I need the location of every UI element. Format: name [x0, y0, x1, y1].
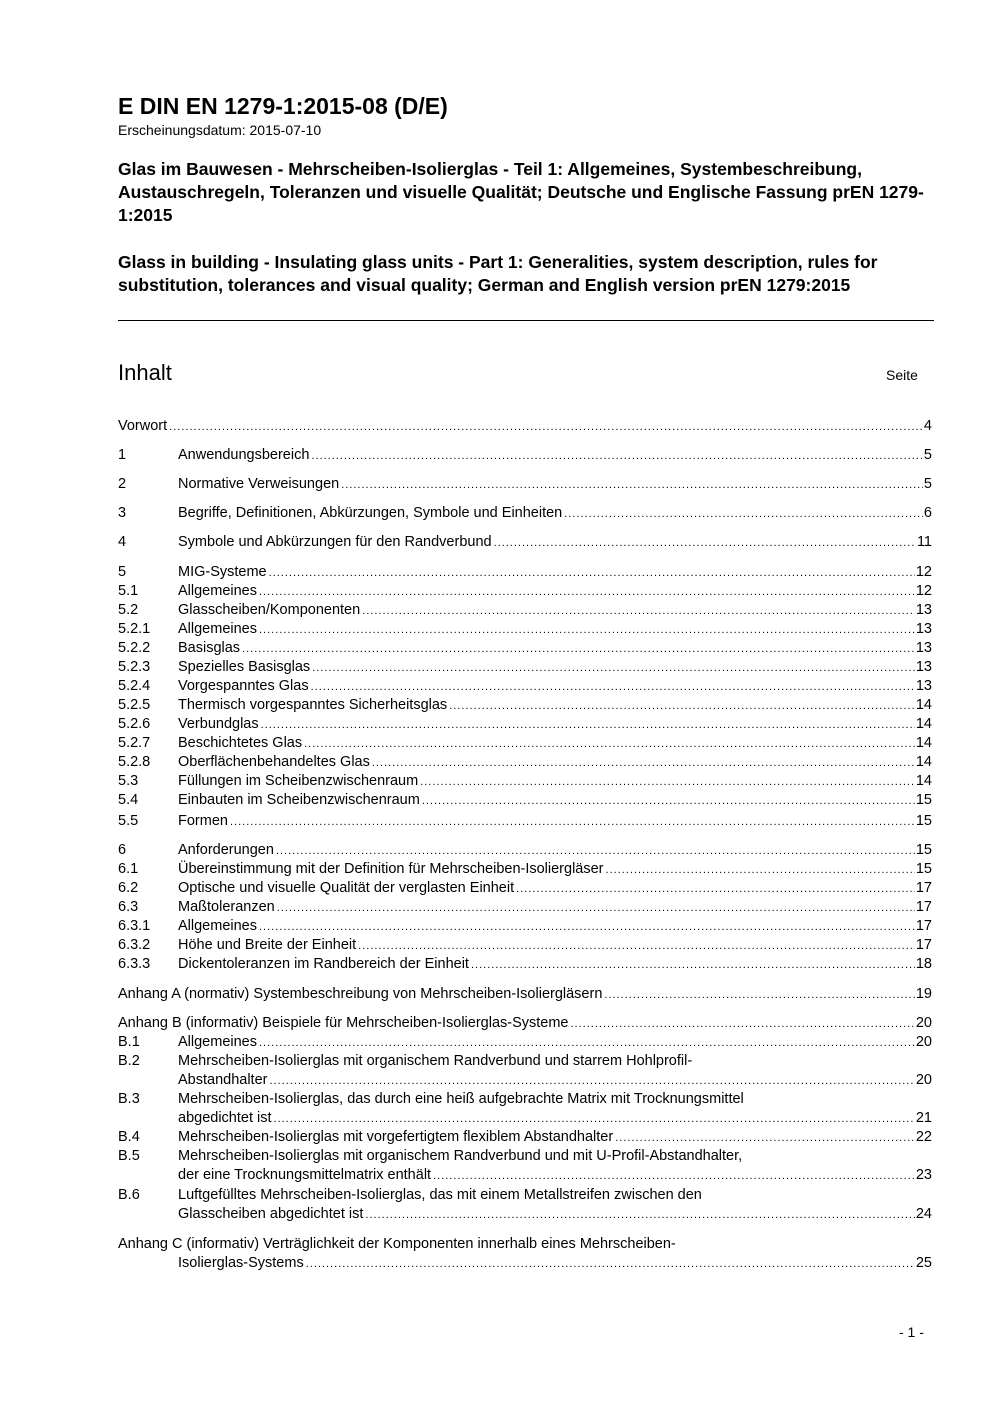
toc-entry[interactable]	[118, 639, 932, 658]
toc-leader-dots	[169, 418, 923, 437]
toc-entry-page: 15	[915, 861, 932, 877]
toc-entry-page: 13	[915, 602, 932, 618]
toc-entry-number: 6.3.3	[118, 956, 151, 972]
toc-entry-number: 5.2.3	[118, 659, 151, 675]
toc-entry-number: 5.2.1	[118, 621, 151, 637]
toc-leader-dots	[311, 678, 915, 697]
toc-entry-title: Anhang B (informativ) Beispiele für Mehrscheiben-Isolierglas-Systeme	[118, 1015, 569, 1031]
toc-entry-page: 19	[915, 986, 932, 1002]
toc-entry[interactable]	[118, 504, 932, 523]
toc-leader-dots	[615, 1129, 915, 1148]
toc-entry[interactable]	[118, 791, 932, 810]
toc-entry[interactable]	[118, 658, 932, 677]
toc-entry-title: Allgemeines	[178, 621, 257, 637]
toc-entry-number: 6.3.1	[118, 918, 151, 934]
toc-entry-title: Oberflächenbehandeltes Glas	[178, 754, 370, 770]
toc-entry-page: 14	[915, 735, 932, 751]
toc-entry-number: 5.2.5	[118, 697, 151, 713]
toc-entry-title: Mehrscheiben-Isolierglas mit vorgefertigtem flexiblem Abstandhalter	[178, 1129, 614, 1145]
toc-entry-title: Füllungen im Scheibenzwischenraum	[178, 773, 419, 789]
toc-leader-dots	[311, 447, 923, 466]
toc-entry-title: Normative Verweisungen	[178, 476, 340, 492]
toc-entry[interactable]	[118, 841, 932, 860]
toc-entry[interactable]	[118, 753, 932, 772]
toc-entry-page: 6	[923, 505, 932, 521]
toc-entry-title-line: Mehrscheiben-Isolierglas mit organischem Randverbund und mit U-Profil-Abstandhalter,	[178, 1148, 743, 1164]
toc-entry[interactable]	[118, 1033, 932, 1052]
toc-entry-number: 5.2.6	[118, 716, 151, 732]
toc-entry[interactable]	[118, 1128, 932, 1147]
toc-entry[interactable]	[118, 715, 932, 734]
toc-leader-dots	[420, 773, 915, 792]
toc-entry-number: 5.1	[118, 583, 139, 599]
toc-leader-dots	[312, 659, 915, 678]
toc-leader-dots	[433, 1167, 915, 1186]
toc-entry[interactable]	[118, 860, 932, 879]
toc-entry-number: 6.1	[118, 861, 139, 877]
toc-entry-page: 23	[915, 1167, 932, 1183]
toc-entry-page: 15	[915, 813, 932, 829]
toc-leader-dots	[242, 640, 915, 659]
toc-entry-title: Höhe und Breite der Einheit	[178, 937, 357, 953]
toc-entry-page: 14	[915, 773, 932, 789]
toc-entry[interactable]	[118, 677, 932, 696]
toc-leader-dots	[269, 564, 915, 583]
toc-entry-page: 5	[923, 476, 932, 492]
toc-leader-dots	[564, 505, 923, 524]
toc-entry-title: Glasscheiben abgedichtet ist	[178, 1206, 364, 1222]
toc-entry-page: 5	[923, 447, 932, 463]
toc-entry[interactable]	[118, 1109, 932, 1128]
toc-leader-dots	[358, 937, 915, 956]
toc-entry-number: 6.3.2	[118, 937, 151, 953]
toc-entry-number: 5.2.2	[118, 640, 151, 656]
toc-entry[interactable]	[118, 1166, 932, 1185]
toc-entry-number: B.4	[118, 1129, 140, 1145]
toc-entry-title: Allgemeines	[178, 1034, 257, 1050]
toc-entry-number: B.1	[118, 1034, 140, 1050]
toc-entry-number: B.3	[118, 1091, 140, 1107]
toc-entry-page: 11	[916, 534, 932, 550]
toc-entry-number: 1	[118, 447, 127, 463]
toc-entry-title: Anforderungen	[178, 842, 274, 858]
title-german: Glas im Bauwesen - Mehrscheiben-Isolierglas - Teil 1: Allgemeines, Systembeschreibung, Austauschregeln, Toleranzen und visuelle Qualität; Deutsche und Englische Fassung prEN 1279-1:2015	[118, 159, 924, 225]
toc-entry[interactable]	[118, 696, 932, 715]
toc-entry[interactable]	[118, 936, 932, 955]
toc-leader-dots	[304, 735, 915, 754]
toc-entry-page: 14	[915, 754, 932, 770]
toc-entry-title: Thermisch vorgespanntes Sicherheitsglas	[178, 697, 448, 713]
toc-entry[interactable]	[118, 563, 932, 582]
toc-leader-dots	[422, 792, 915, 811]
toc-entry-title: Allgemeines	[178, 583, 257, 599]
toc-leader-dots	[259, 1034, 915, 1053]
toc-leader-dots	[230, 813, 915, 832]
toc-entry[interactable]	[118, 533, 932, 552]
header-divider	[118, 320, 934, 321]
toc-leader-dots	[341, 476, 923, 495]
toc-leader-dots	[269, 1072, 914, 1091]
toc-entry-page: 13	[915, 621, 932, 637]
toc-entry-number: 3	[118, 505, 127, 521]
toc-entry-title: Spezielles Basisglas	[178, 659, 311, 675]
toc-leader-dots	[449, 697, 915, 716]
toc-entry-page: 17	[915, 918, 932, 934]
toc-leader-dots	[606, 861, 915, 880]
toc-entry-title: Dickentoleranzen im Randbereich der Einheit	[178, 956, 469, 972]
toc-entry-page: 14	[915, 716, 932, 732]
toc-entry[interactable]	[118, 1014, 932, 1033]
toc-entry-page: 14	[915, 697, 932, 713]
toc-entry-title: Formen	[178, 813, 228, 829]
toc-entry-title: Symbole und Abkürzungen für den Randverbund	[178, 534, 492, 550]
toc-entry[interactable]	[118, 734, 932, 753]
toc-entry[interactable]	[118, 1071, 932, 1090]
toc-entry-page: 13	[915, 659, 932, 675]
toc-entry-page: 18	[915, 956, 932, 972]
toc-entry-number: 5.3	[118, 773, 139, 789]
toc-entry[interactable]	[118, 417, 932, 436]
toc-entry-title: Allgemeines	[178, 918, 257, 934]
toc-leader-dots	[471, 956, 915, 975]
toc-leader-dots	[276, 842, 915, 861]
toc-leader-dots	[365, 1206, 914, 1225]
toc-entry-page: 22	[915, 1129, 932, 1145]
title-english: Glass in building - Insulating glass units - Part 1: Generalities, system description, rules for substitution, tolerances and visual quality; German and English version prEN 1279:2015	[118, 252, 878, 295]
toc-leader-dots	[494, 534, 916, 553]
toc-entry-title: der eine Trocknungsmittelmatrix enthält	[178, 1167, 432, 1183]
toc-leader-dots	[259, 918, 915, 937]
toc-leader-dots	[261, 716, 915, 735]
toc-entry-page: 12	[915, 583, 932, 599]
toc-entry-number: 5	[118, 564, 127, 580]
toc-entry-page: 17	[915, 937, 932, 953]
document-id: E DIN EN 1279-1:2015-08 (D/E)	[118, 93, 448, 119]
toc-entry-number: 4	[118, 534, 127, 550]
toc-page-column-label: Seite	[886, 367, 918, 383]
toc-entry-number: 6.2	[118, 880, 139, 896]
page-number: - 1 -	[899, 1324, 924, 1340]
toc-entry[interactable]	[118, 812, 932, 831]
publication-date: Erscheinungsdatum: 2015-07-10	[118, 122, 322, 138]
toc-entry-title: Übereinstimmung mit der Definition für Mehrscheiben-Isoliergläser	[178, 861, 604, 877]
toc-entry-page: 24	[915, 1206, 932, 1222]
toc-entry-title: MIG-Systeme	[178, 564, 267, 580]
toc-entry-page: 20	[915, 1072, 932, 1088]
toc-entry-title-line: Anhang C (informativ) Verträglichkeit der Komponenten innerhalb eines Mehrscheiben-	[118, 1236, 676, 1252]
toc-entry[interactable]	[118, 898, 932, 917]
toc-entry-title: Vorwort	[118, 418, 168, 434]
toc-entry[interactable]	[118, 1205, 932, 1224]
toc-entry-number: 6	[118, 842, 127, 858]
toc-entry-title: Anhang A (normativ) Systembeschreibung von Mehrscheiben-Isoliergläsern	[118, 986, 603, 1002]
toc-entry-number: 6.3	[118, 899, 139, 915]
toc-leader-dots	[571, 1015, 915, 1034]
toc-entry[interactable]	[118, 601, 932, 620]
toc-entry-title-line: Mehrscheiben-Isolierglas mit organischem Randverbund und starrem Hohlprofil-	[178, 1053, 693, 1069]
toc-entry[interactable]	[118, 917, 932, 936]
toc-entry[interactable]	[118, 446, 932, 465]
toc-entry-title: Optische und visuelle Qualität der verglasten Einheit	[178, 880, 515, 896]
toc-entry-page: 4	[923, 418, 932, 434]
toc-entry-page: 17	[915, 899, 932, 915]
toc-entry-title: Glasscheiben/Komponenten	[178, 602, 361, 618]
toc-entry-number: B.2	[118, 1053, 140, 1069]
toc-leader-dots	[259, 583, 915, 602]
toc-entry-page: 20	[915, 1015, 932, 1031]
toc-entry-title: Abstandhalter	[178, 1072, 268, 1088]
toc-entry-number: 5.2	[118, 602, 139, 618]
toc-entry-title: Beschichtetes Glas	[178, 735, 303, 751]
toc-entry-number: 5.5	[118, 813, 139, 829]
toc-entry-title-line: Luftgefülltes Mehrscheiben-Isolierglas, das mit einem Metallstreifen zwischen den	[178, 1187, 702, 1203]
toc-entry-number: 5.2.4	[118, 678, 151, 694]
toc-entry[interactable]	[118, 955, 932, 974]
toc-leader-dots	[372, 754, 915, 773]
toc-entry-page: 21	[915, 1110, 932, 1126]
toc-entry-page: 15	[915, 842, 932, 858]
toc-entry[interactable]	[118, 879, 932, 898]
toc-entry-page: 12	[915, 564, 932, 580]
toc-leader-dots	[516, 880, 915, 899]
toc-entry[interactable]	[118, 475, 932, 494]
toc-entry-number: 2	[118, 476, 127, 492]
toc-leader-dots	[274, 1110, 915, 1129]
toc-entry[interactable]	[118, 985, 932, 1004]
toc-entry-page: 13	[915, 640, 932, 656]
toc-entry-title: Vorgespanntes Glas	[178, 678, 309, 694]
toc-entry-title: Begriffe, Definitionen, Abkürzungen, Symbole und Einheiten	[178, 505, 563, 521]
toc-leader-dots	[259, 621, 915, 640]
toc-entry-page: 17	[915, 880, 932, 896]
toc-entry[interactable]	[118, 620, 932, 639]
toc-entry-title: abgedichtet ist	[178, 1110, 272, 1126]
toc-entry-number: 5.2.8	[118, 754, 151, 770]
toc-entry-page: 13	[915, 678, 932, 694]
toc-entry-title: Anwendungsbereich	[178, 447, 310, 463]
toc-entry-page: 20	[915, 1034, 932, 1050]
toc-leader-dots	[362, 602, 915, 621]
toc-entry-number: 5.2.7	[118, 735, 151, 751]
toc-leader-dots	[306, 1255, 915, 1274]
toc-entry[interactable]	[118, 772, 932, 791]
toc-entry-number: B.5	[118, 1148, 140, 1164]
toc-entry-title: Basisglas	[178, 640, 241, 656]
toc-entry-number: 5.4	[118, 792, 139, 808]
toc-entry-title: Isolierglas-Systems	[178, 1255, 304, 1271]
toc-entry[interactable]	[118, 582, 932, 601]
toc-entry-title: Einbauten im Scheibenzwischenraum	[178, 792, 420, 808]
toc-entry-title-line: Mehrscheiben-Isolierglas, das durch eine heiß aufgebrachte Matrix mit Trocknungsmittel	[178, 1091, 744, 1107]
toc-leader-dots	[604, 986, 914, 1005]
toc-leader-dots	[277, 899, 915, 918]
toc-entry-title: Verbundglas	[178, 716, 259, 732]
toc-entry-number: B.6	[118, 1187, 140, 1203]
toc-entry[interactable]	[118, 1254, 932, 1273]
toc-entry-title: Maßtoleranzen	[178, 899, 275, 915]
toc-heading: Inhalt	[118, 360, 172, 385]
toc-entry-page: 15	[915, 792, 932, 808]
toc-entry-page: 25	[915, 1255, 932, 1271]
